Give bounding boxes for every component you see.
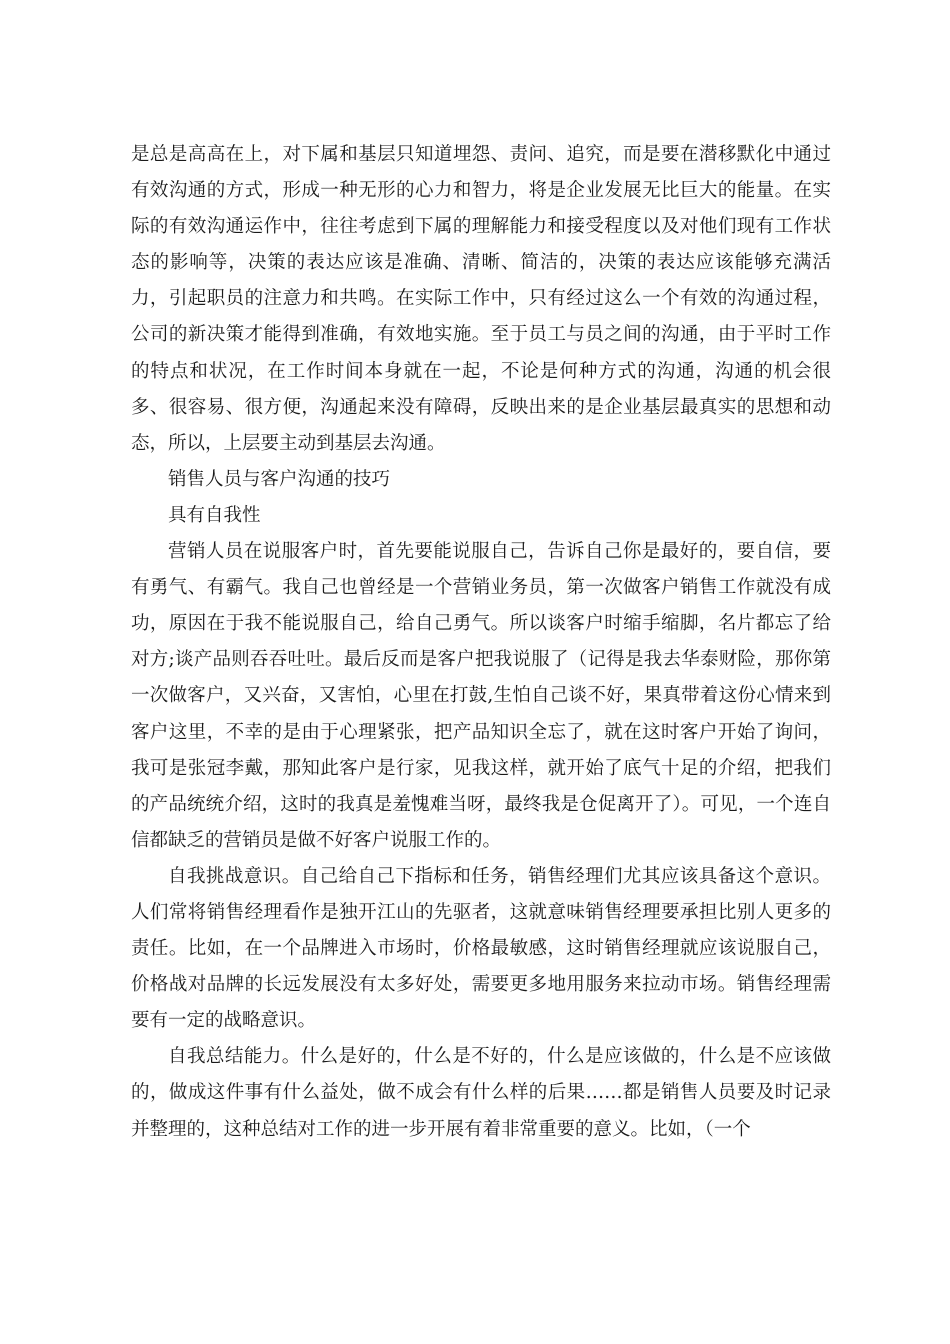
paragraph-self-summary: 自我总结能力。什么是好的，什么是不好的，什么是应该做的，什么是不应该做的，做成这件事有什么益处，做不成会有什么样的后果……都是销售人员要及时记录并整理的，这种总结对工作的进一步开展有着非常重要的意义。比如，（一个 — [131, 1046, 831, 1140]
document-body — [131, 137, 831, 1148]
subheading-self-awareness: 具有自我性 — [168, 504, 261, 526]
paragraph-self-persuasion: 营销人员在说服客户时，首先要能说服自己，告诉自己你是最好的，要自信，要有勇气、有霸气。我自己也曾经是一个营销业务员，第一次做客户销售工作就没有成功，原因在于我不能说服自己，给自己勇气。所以谈客户时缩手缩脚，名片都忘了给对方;谈产品则吞吞吐吐。最后反而是客户把我说服了（记得是我去华泰财险，那你第一次做客户，又兴奋，又害怕，心里在打鼓,生怕自己谈不好，果真带着这份心情来到客户这里，不幸的是由于心理紧张，把产品知识全忘了，就在这时客户开始了询问，我可是张冠李戴，那知此客户是行家，见我这样，就开始了底气十足的介绍，把我们的产品统统介绍，这时的我真是羞愧难当呀，最终我是仓促离开了）。可见，一个连自信都缺乏的营销员是做不好客户说服工作的。 — [131, 541, 831, 851]
paragraph-communication-continued: 是总是高高在上，对下属和基层只知道埋怨、责问、追究，而是要在潜移默化中通过有效沟通的方式，形成一种无形的心力和智力，将是企业发展无比巨大的能量。在实际的有效沟通运作中，往往考虑到下属的理解能力和接受程度以及对他们现有工作状态的影响等，决策的表达应该是准确、清晰、简洁的，决策的表达应该能够充满活力，引起职员的注意力和共鸣。在实际工作中，只有经过这么一个有效的沟通过程，公司的新决策才能得到准确，有效地实施。至于员工与员之间的沟通，由于平时工作的特点和状况，在工作时间本身就在一起，不论是何种方式的沟通，沟通的机会很多、很容易、很方便，沟通起来没有障碍，反映出来的是企业基层最真实的思想和动态，所以，上层要主动到基层去沟通。 — [131, 144, 831, 454]
section-heading-sales-skills: 销售人员与客户沟通的技巧 — [168, 468, 391, 490]
paragraph-self-challenge: 自我挑战意识。自己给自己下指标和任务，销售经理们尤其应该具备这个意识。人们常将销售经理看作是独开江山的先驱者，这就意味销售经理要承担比别人更多的责任。比如，在一个品牌进入市场时，价格最敏感，这时销售经理就应该说服自己，价格战对品牌的长远发展没有太多好处，需要更多地用服务来拉动市场。销售经理需要有一定的战略意识。 — [131, 865, 831, 1032]
